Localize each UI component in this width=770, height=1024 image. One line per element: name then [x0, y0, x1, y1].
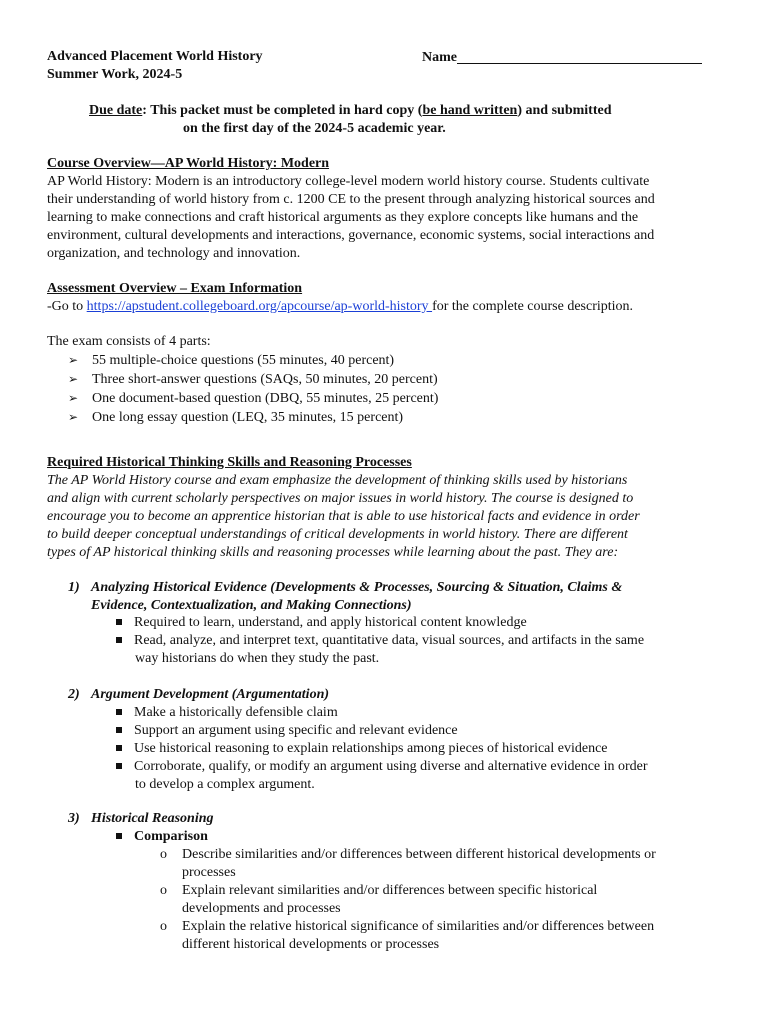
comparison-subheading: [116, 828, 208, 846]
bullet-text: Describe similarities and/or differences between different historical developments or: [182, 847, 656, 862]
assessment-heading: Assessment Overview – Exam Information: [47, 281, 303, 296]
skill-3-number: 3): [68, 811, 80, 826]
exam-parts-list: [68, 351, 438, 427]
square-bullet-icon: [116, 745, 122, 751]
square-bullet-icon: [116, 763, 122, 769]
bullet-text: Support an argument using specific and relevant evidence: [134, 723, 458, 738]
comparison-label: Comparison: [134, 829, 208, 844]
exam-part-text: One document-based question (DBQ, 55 minutes, 25 percent): [92, 391, 439, 406]
list-item: [116, 614, 644, 632]
skill-1-title: [91, 579, 622, 615]
bullet-text: Use historical reasoning to explain relationships among pieces of historical evidence: [134, 741, 608, 756]
bullet-continuation: developments and processes: [182, 901, 341, 916]
list-item: [160, 882, 656, 900]
list-item: [116, 722, 648, 740]
course-overview-text: [47, 173, 707, 263]
term-label: Summer Work, 2024-5: [47, 67, 183, 82]
square-bullet-icon: [116, 709, 122, 715]
overview-line: organization, and technology and innovation.: [47, 246, 301, 261]
skill-1-title-line: Analyzing Historical Evidence (Developments & Processes, Sourcing & Situation, Claims &: [91, 580, 623, 595]
name-field[interactable]: [422, 48, 702, 67]
overview-line: environment, cultural developments and interactions, governance, economic systems, social interactions and: [47, 228, 655, 243]
bullet-continuation: way historians do when they study the past.: [135, 651, 380, 666]
course-overview-heading: Course Overview—AP World History: Modern: [47, 156, 330, 171]
square-bullet-icon: [116, 619, 122, 625]
skills-intro: [47, 472, 707, 562]
due-text-1: : This packet must be completed in hard copy (: [142, 103, 423, 118]
name-label: Name: [422, 50, 457, 65]
list-item: [116, 758, 648, 776]
skill-2-number: 2): [68, 687, 80, 702]
skill-2-title: Argument Development (Argumentation): [91, 687, 330, 702]
bullet-continuation: different historical developments or processes: [182, 937, 440, 952]
skill-3-title: Historical Reasoning: [91, 811, 214, 826]
skills-intro-line: to build deeper conceptual understandings of critical developments in world history. There are different: [47, 527, 628, 542]
skills-heading: Required Historical Thinking Skills and Reasoning Processes: [47, 455, 412, 470]
due-date-line-2: on the first day of the 2024-5 academic year.: [183, 121, 446, 136]
comparison-list: [160, 846, 656, 954]
bullet-text: Required to learn, understand, and apply historical content knowledge: [134, 615, 527, 630]
circle-bullet-icon: o: [160, 883, 167, 898]
list-item: [116, 704, 648, 722]
list-item: [68, 370, 438, 389]
list-item: [68, 408, 438, 427]
arrow-bullet-icon: ➢: [68, 410, 79, 424]
course-title: Advanced Placement World History: [47, 49, 263, 64]
list-item: [160, 846, 656, 864]
due-date-label: Due date: [89, 103, 143, 118]
list-item: [116, 632, 644, 650]
skills-intro-line: and align with current scholarly perspectives on major issues in world history. The course is designed to: [47, 491, 634, 506]
course-description-link[interactable]: https://apstudent.collegeboard.org/apcourse/ap-world-history: [86, 299, 433, 314]
bullet-text: Make a historically defensible claim: [134, 705, 338, 720]
skills-intro-line: types of AP historical thinking skills and reasoning processes while learning about the past. They are:: [47, 545, 619, 560]
square-bullet-icon: [116, 727, 122, 733]
exam-part-text: One long essay question (LEQ, 35 minutes, 15 percent): [92, 410, 404, 425]
exam-part-text: 55 multiple-choice questions (55 minutes, 40 percent): [92, 353, 395, 368]
exam-intro: The exam consists of 4 parts:: [47, 334, 211, 349]
square-bullet-icon: [116, 637, 122, 643]
go-to-suffix: for the complete course description.: [432, 299, 634, 314]
skill-1-bullets: [116, 614, 644, 668]
bullet-text: Explain relevant similarities and/or differences between specific historical: [182, 883, 598, 898]
due-text-2: ) and submitted: [517, 103, 612, 118]
list-item: [68, 389, 438, 408]
circle-bullet-icon: o: [160, 919, 167, 934]
hand-written-emphasis: be hand written: [422, 103, 518, 118]
overview-line: their understanding of world history from c. 1200 CE to the present through analyzing historical sources and: [47, 192, 655, 207]
bullet-text: Corroborate, qualify, or modify an argument using diverse and alternative evidence in order: [134, 759, 648, 774]
skills-intro-line: encourage you to become an apprentice historian that is able to use historical facts and evidence in order: [47, 509, 640, 524]
bullet-text: Explain the relative historical significance of similarities and/or differences between: [182, 919, 655, 934]
list-item: [68, 351, 438, 370]
exam-part-text: Three short-answer questions (SAQs, 50 minutes, 20 percent): [92, 372, 438, 387]
due-date-line-1: [89, 102, 611, 120]
bullet-text: Read, analyze, and interpret text, quantitative data, visual sources, and artifacts in the same: [134, 633, 645, 648]
arrow-bullet-icon: ➢: [68, 353, 79, 367]
arrow-bullet-icon: ➢: [68, 372, 79, 386]
course-description-line: [47, 298, 633, 316]
arrow-bullet-icon: ➢: [68, 391, 79, 405]
bullet-continuation: to develop a complex argument.: [135, 777, 315, 792]
overview-line: AP World History: Modern is an introductory college-level modern world history course. Students cultivate: [47, 174, 650, 189]
bullet-continuation: processes: [182, 865, 236, 880]
name-blank-line[interactable]: [457, 48, 702, 64]
skill-2-bullets: [116, 704, 648, 794]
list-item: [116, 740, 648, 758]
overview-line: learning to make connections and craft historical arguments as they explore concepts like humans and the: [47, 210, 639, 225]
circle-bullet-icon: o: [160, 847, 167, 862]
go-to-text: -Go to: [47, 299, 87, 314]
list-item: [160, 918, 656, 936]
skill-1-title-line: Evidence, Contextualization, and Making Connections): [91, 598, 412, 613]
square-bullet-icon: [116, 833, 122, 839]
skill-1-number: 1): [68, 580, 80, 595]
skills-intro-line: The AP World History course and exam emphasize the development of thinking skills used by historians: [47, 473, 628, 488]
